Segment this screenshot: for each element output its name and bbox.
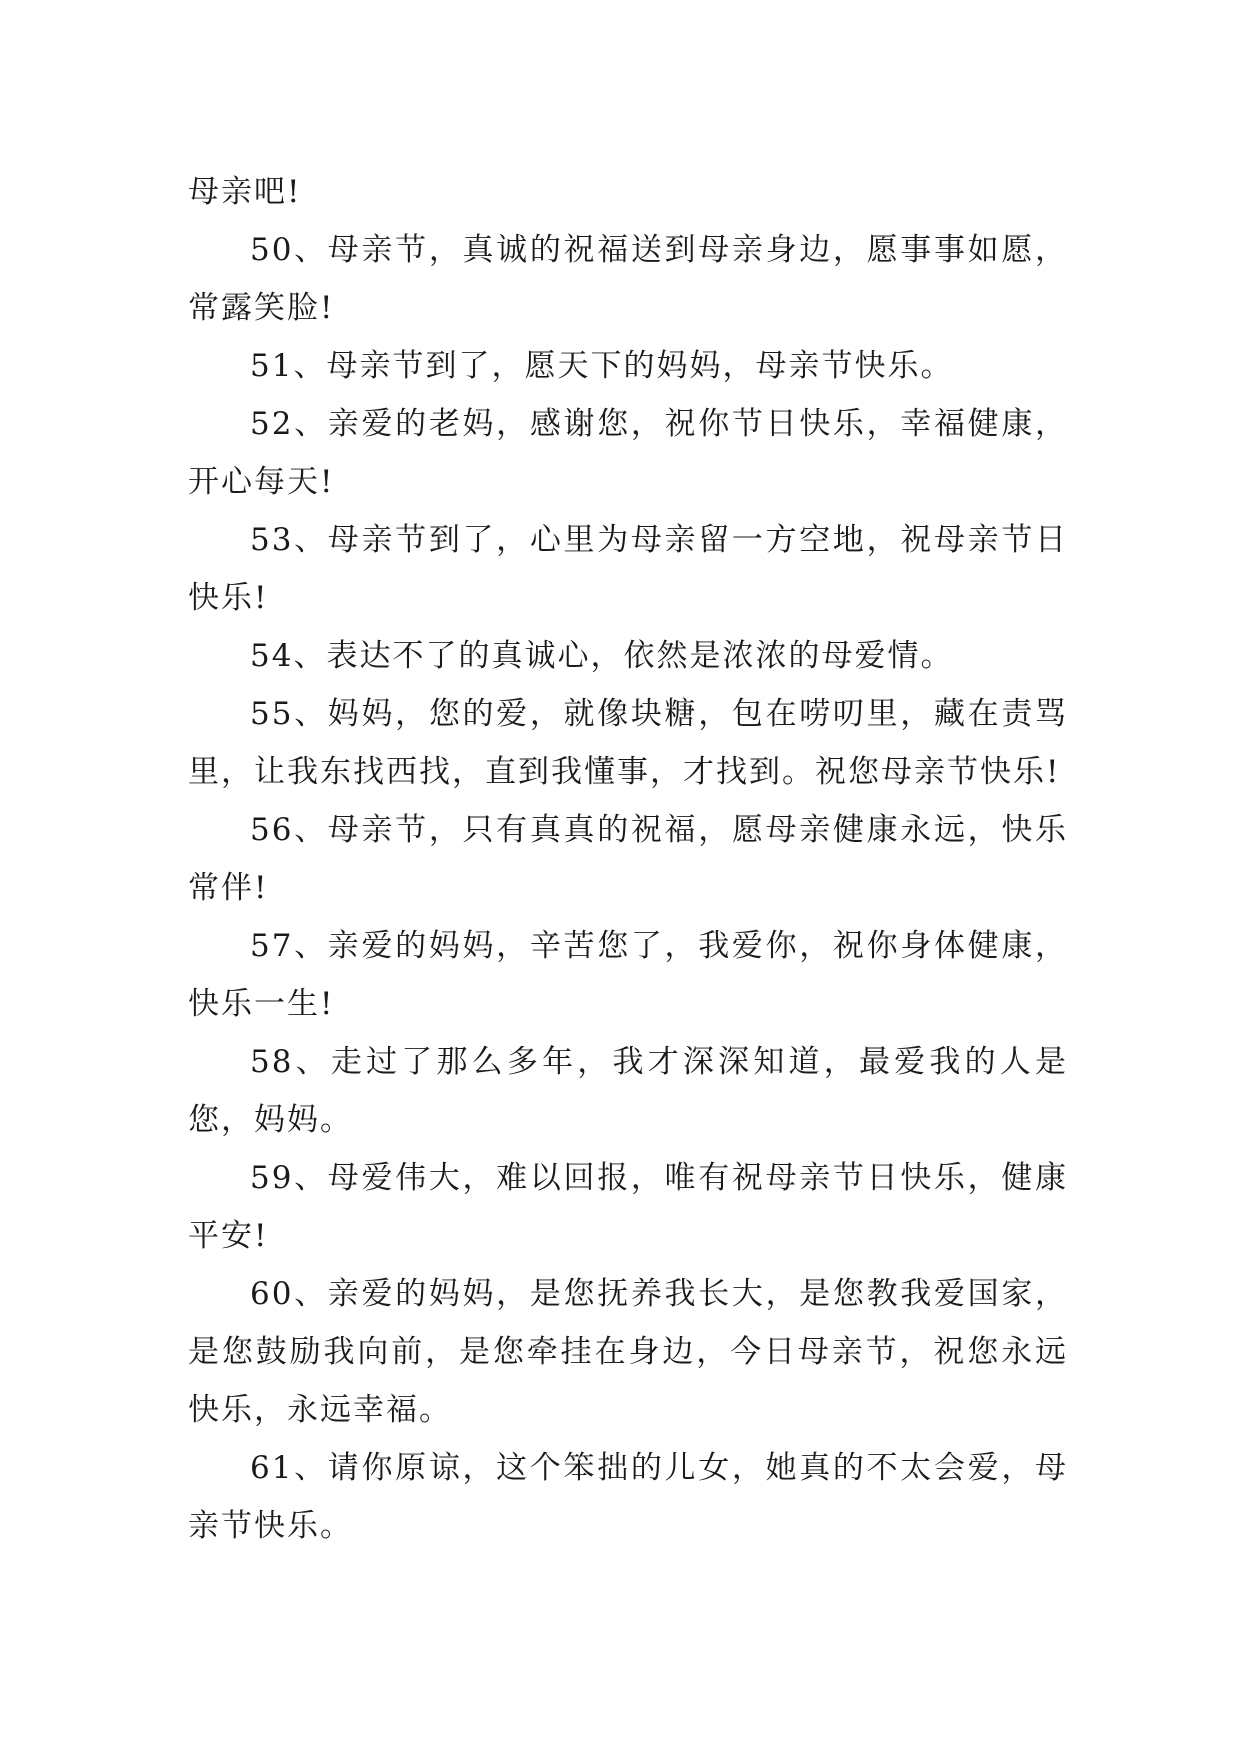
paragraph-51: 51、母亲节到了，愿天下的妈妈，母亲节快乐。 bbox=[250, 348, 954, 384]
paragraph-50: 50、母亲节，真诚的祝福送到母亲身边，愿事事如愿，常露笑脸! bbox=[188, 232, 1068, 326]
paragraph-56: 56、母亲节，只有真真的祝福，愿母亲健康永远，快乐常伴! bbox=[188, 812, 1068, 906]
paragraph-54: 54、表达不了的真诚心，依然是浓浓的母爱情。 bbox=[250, 638, 954, 674]
paragraph-55: 55、妈妈，您的爱，就像块糖，包在唠叨里，藏在责骂里，让我东找西找，直到我懂事，才找到。祝您母亲节快乐! bbox=[188, 696, 1068, 790]
paragraph-52: 52、亲爱的老妈，感谢您，祝你节日快乐，幸福健康，开心每天! bbox=[188, 406, 1068, 500]
paragraph-61: 61、请你原谅，这个笨拙的儿女，她真的不太会爱，母亲节快乐。 bbox=[188, 1450, 1068, 1544]
paragraph-58: 58、走过了那么多年，我才深深知道，最爱我的人是您，妈妈。 bbox=[188, 1044, 1068, 1138]
paragraph-59: 59、母爱伟大，难以回报，唯有祝母亲节日快乐，健康平安! bbox=[188, 1160, 1068, 1254]
paragraph-continuation: 母亲吧! bbox=[188, 174, 302, 210]
paragraph-60: 60、亲爱的妈妈，是您抚养我长大，是您教我爱国家，是您鼓励我向前，是您牵挂在身边，今日母亲节，祝您永远快乐，永远幸福。 bbox=[188, 1276, 1068, 1428]
paragraph-53: 53、母亲节到了，心里为母亲留一方空地，祝母亲节日快乐! bbox=[188, 522, 1068, 616]
document-body bbox=[188, 163, 1068, 1555]
paragraph-57: 57、亲爱的妈妈，辛苦您了，我爱你，祝你身体健康，快乐一生! bbox=[188, 928, 1068, 1022]
